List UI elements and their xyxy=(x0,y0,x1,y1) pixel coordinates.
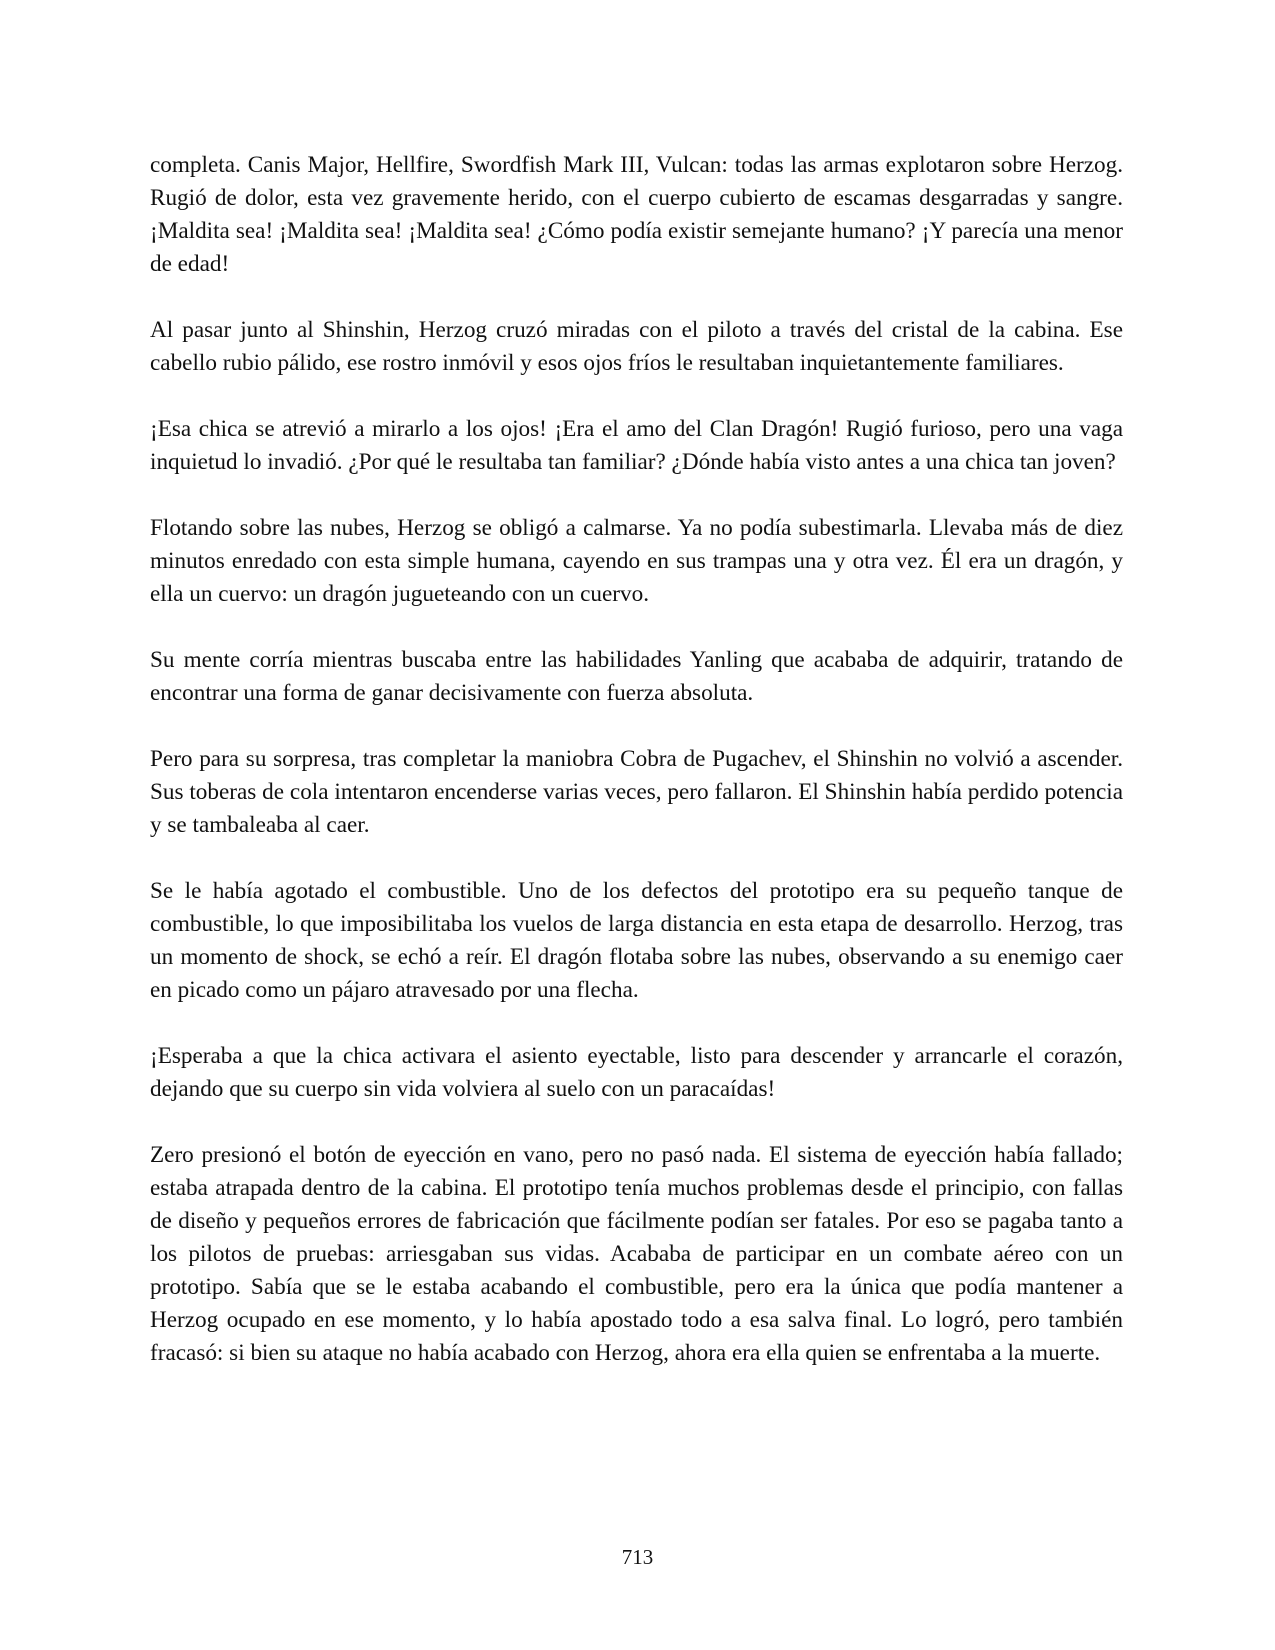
paragraph: completa. Canis Major, Hellfire, Swordfish Mark III, Vulcan: todas las armas explotaron sobre Herzog. Rugió de dolor, esta vez gravemente herido, con el cuerpo cubierto de escamas desgarradas y sangre. ¡Maldita sea! ¡Maldita sea! ¡Maldita sea! ¿Cómo podía existir semejante humano? ¡Y parecía una menor de edad! xyxy=(150,152,1123,277)
page-number: 713 xyxy=(621,1545,654,1569)
paragraph: Flotando sobre las nubes, Herzog se obligó a calmarse. Ya no podía subestimarla. Llevaba más de diez minutos enredado con esta simple humana, cayendo en sus trampas una y otra vez. Él era un dragón, y ella un cuervo: un dragón jugueteando con un cuervo. xyxy=(150,515,1123,607)
paragraph: Zero presionó el botón de eyección en vano, pero no pasó nada. El sistema de eyección había fallado; estaba atrapada dentro de la cabina. El prototipo tenía muchos problemas desde el principio, con fallas de diseño y pequeños errores de fabricación que fácilmente podían ser fatales. Por eso se pagaba tanto a los pilotos de pruebas: arriesgaban sus vidas. Acababa de participar en un combate aéreo con un prototipo. Sabía que se le estaba acabando el combustible, pero era la única que podía mantener a Herzog ocupado en ese momento, y lo había apostado todo a esa salva final. Lo logró, pero también fracasó: si bien su ataque no había acabado con Herzog, ahora era ella quien se enfrentaba a la muerte. xyxy=(150,1142,1123,1366)
paragraph: ¡Esa chica se atrevió a mirarlo a los ojos! ¡Era el amo del Clan Dragón! Rugió furioso, pero una vaga inquietud lo invadió. ¿Por qué le resultaba tan familiar? ¿Dónde había visto antes a una chica tan joven? xyxy=(150,416,1123,475)
paragraph: ¡Esperaba a que la chica activara el asiento eyectable, listo para descender y arrancarle el corazón, dejando que su cuerpo sin vida volviera al suelo con un paracaídas! xyxy=(150,1043,1123,1102)
paragraph: Pero para su sorpresa, tras completar la maniobra Cobra de Pugachev, el Shinshin no volvió a ascender. Sus toberas de cola intentaron encenderse varias veces, pero fallaron. El Shinshin había perdido potencia y se tambaleaba al caer. xyxy=(150,746,1123,838)
page-body xyxy=(150,149,1123,1370)
paragraph: Se le había agotado el combustible. Uno de los defectos del prototipo era su pequeño tanque de combustible, lo que imposibilitaba los vuelos de larga distancia en esta etapa de desarrollo. Herzog, tras un momento de shock, se echó a reír. El dragón flotaba sobre las nubes, observando a su enemigo caer en picado como un pájaro atravesado por una flecha. xyxy=(150,878,1123,1003)
paragraph: Su mente corría mientras buscaba entre las habilidades Yanling que acababa de adquirir, tratando de encontrar una forma de ganar decisivamente con fuerza absoluta. xyxy=(150,647,1123,706)
paragraph: Al pasar junto al Shinshin, Herzog cruzó miradas con el piloto a través del cristal de la cabina. Ese cabello rubio pálido, ese rostro inmóvil y esos ojos fríos le resultaban inquietantemente familiares. xyxy=(150,317,1123,376)
